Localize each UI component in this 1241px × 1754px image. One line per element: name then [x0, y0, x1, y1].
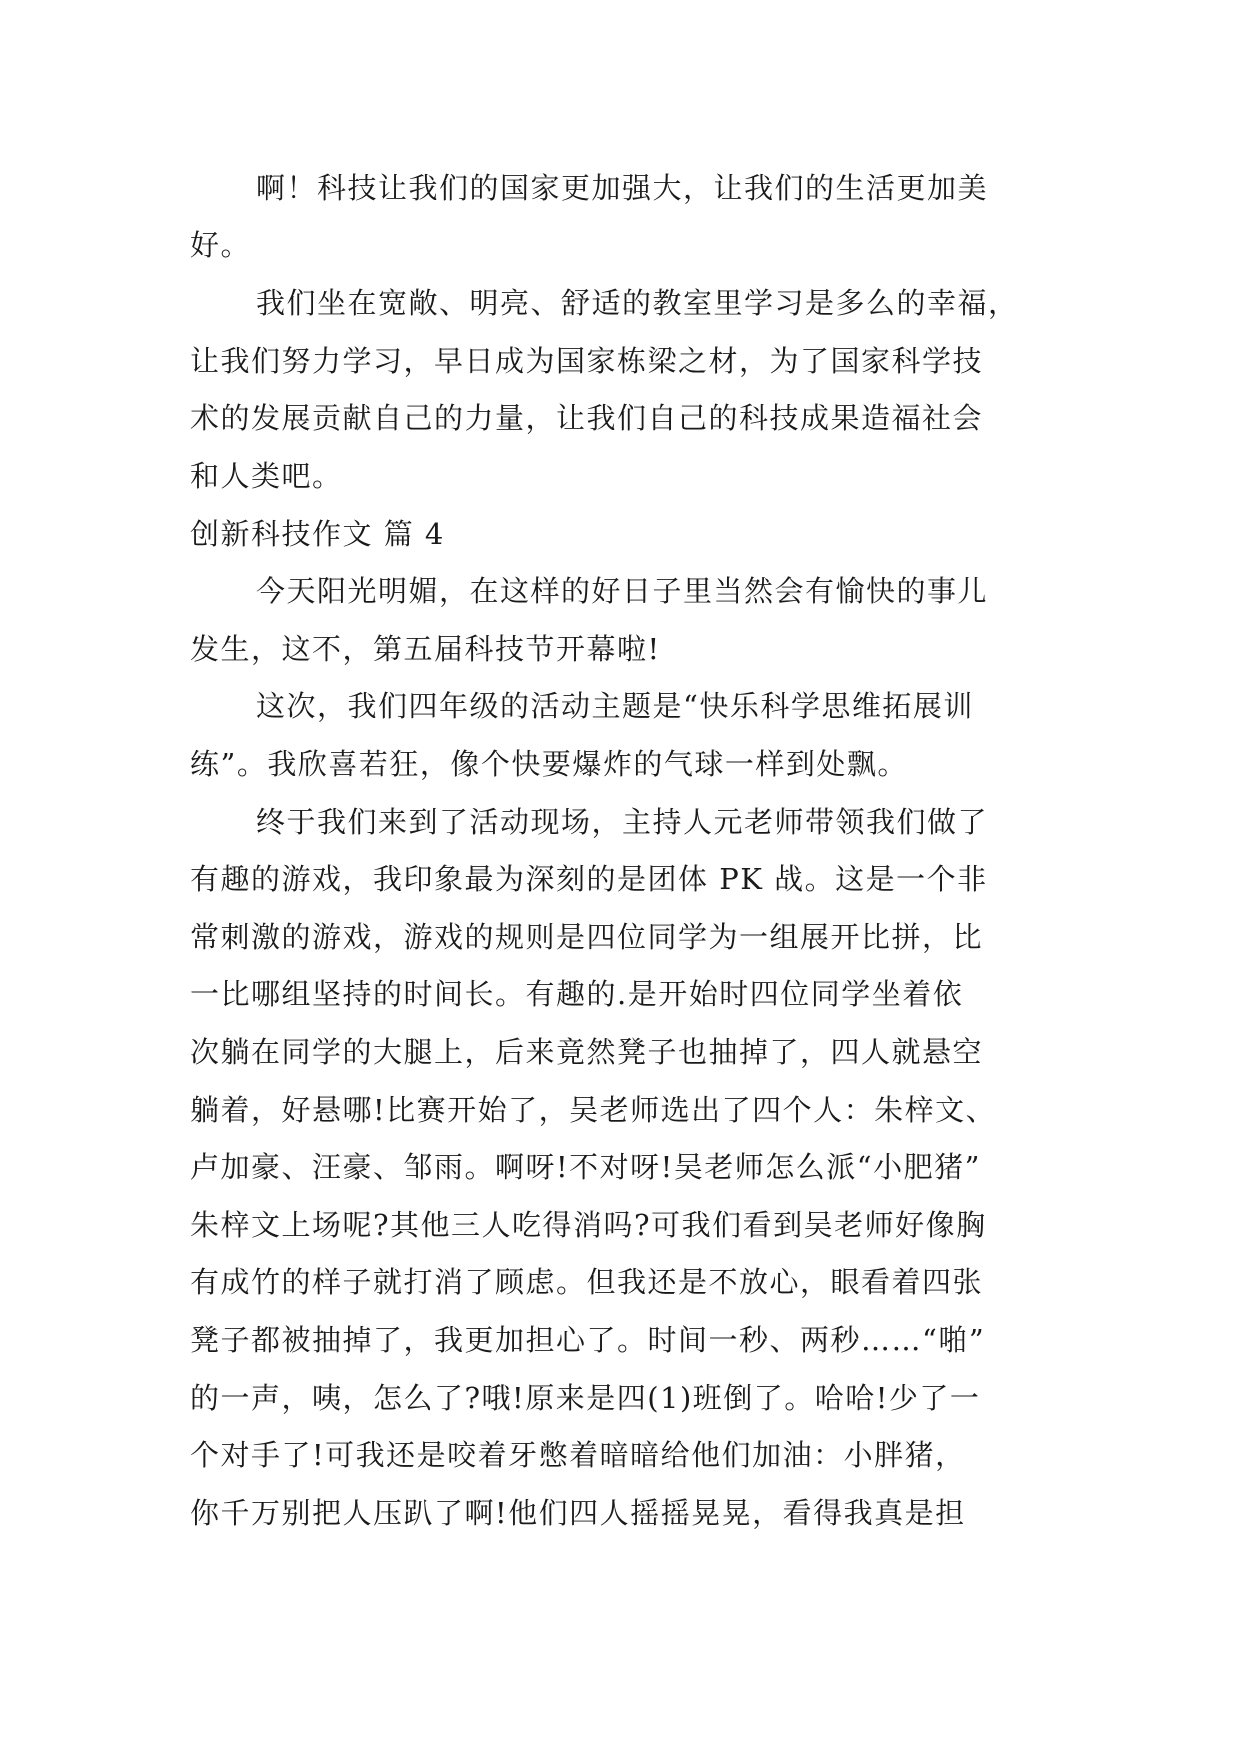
paragraph-line: 让我们努力学习，早日成为国家栋梁之材，为了国家科学技 — [190, 344, 984, 378]
paragraph-line: 躺着，好悬哪!比赛开始了，吴老师选出了四个人：朱梓文、 — [190, 1093, 997, 1127]
paragraph-line: 有成竹的样子就打消了顾虑。但我还是不放心，眼看着四张 — [190, 1265, 984, 1299]
paragraph-line: 有趣的游戏，我印象最为深刻的是团体 PK 战。这是一个非 — [190, 862, 988, 896]
paragraph-line: 一比哪组坚持的时间长。有趣的.是开始时四位同学坐着依 — [190, 977, 964, 1011]
paragraph-line: 凳子都被抽掉了，我更加担心了。时间一秒、两秒……“啪” — [190, 1323, 986, 1357]
paragraph-line: 我们坐在宽敞、明亮、舒适的教室里学习是多么的幸福， — [256, 286, 1019, 320]
paragraph-line: 练”。我欣喜若狂，像个快要爆炸的气球一样到处飘。 — [190, 747, 908, 781]
paragraph-line: 啊！科技让我们的国家更加强大，让我们的生活更加美 — [256, 171, 989, 205]
paragraph-line: 和人类吧。 — [190, 459, 343, 493]
paragraph-line: 今天阳光明媚，在这样的好日子里当然会有愉快的事儿 — [256, 574, 989, 608]
paragraph-line: 次躺在同学的大腿上，后来竟然凳子也抽掉了，四人就悬空 — [190, 1035, 984, 1069]
paragraph-line: 常刺激的游戏，游戏的规则是四位同学为一组展开比拼，比 — [190, 920, 984, 954]
paragraph-line: 术的发展贡献自己的力量，让我们自己的科技成果造福社会 — [190, 401, 984, 435]
section-heading: 创新科技作文 篇 4 — [190, 517, 445, 551]
paragraph-line: 这次，我们四年级的活动主题是“快乐科学思维拓展训 — [256, 689, 974, 723]
paragraph-line: 好。 — [190, 228, 252, 262]
paragraph-line: 的一声，咦，怎么了?哦!原来是四(1)班倒了。哈哈!少了一 — [190, 1381, 981, 1415]
paragraph-line: 你千万别把人压趴了啊!他们四人摇摇晃晃，看得我真是担 — [190, 1496, 966, 1530]
paragraph-line: 卢加豪、汪豪、邹雨。啊呀!不对呀!吴老师怎么派“小肥猪” — [190, 1150, 981, 1184]
paragraph-line: 个对手了!可我还是咬着牙憋着暗暗给他们加油：小胖猪， — [190, 1438, 966, 1472]
paragraph-line: 发生，这不，第五届科技节开幕啦! — [190, 632, 661, 666]
paragraph-line: 朱梓文上场呢?其他三人吃得消吗?可我们看到吴老师好像胸 — [190, 1208, 987, 1242]
paragraph-line: 终于我们来到了活动现场，主持人元老师带领我们做了 — [256, 805, 989, 839]
